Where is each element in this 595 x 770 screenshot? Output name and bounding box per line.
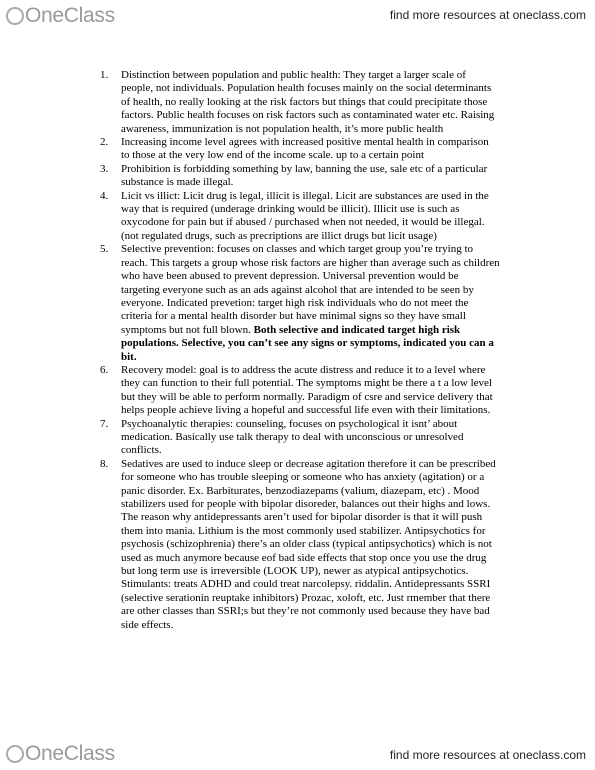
list-item (100, 190, 500, 244)
promo-link-top[interactable]: find more resources at oneclass.com (389, 8, 586, 22)
oneclass-logo-bottom[interactable] (6, 742, 115, 766)
item-text: Sedatives are used to induce sleep or decrease agitation therefore it can be prescribed for someone who has trouble sleeping or someone who has anxiety (agitation) or a panic disorder. Ex. Barbiturates, benzodiazepams (valium, diazepam, etc) . Mood stabilizers used for people with bipolar disoreder, balances out their highs and lows. The reason why antidepressants aren’t used for bipolar disorder is that it will push them into mania. Lithium is the most commonly used stabilizer. Antipsychotics for psychosis (schizophrenia) there’s an older class (typical antipsychotics) which is not used as much anymore because eof bad side effects that stop once you use the drug but long term use is irreversible (LOOK UP), newer as atypical antipsychotics. Stimulants: treats ADHD and could treat narcolepsy. riddalin. Antidepressants SSRI (selective serationin reuptake inhibitors) Prozac, xoloft, etc. Just rmember that there are other classes than SSRI;s but they’re not commonly used because they have bad side effects. (121, 457, 496, 631)
oneclass-logo-icon (6, 7, 24, 25)
item-text: Licit vs illict: Licit drug is legal, illicit is illegal. Licit are substances are used in the way that is required (underage drinking would be illicit). Illicit use is such as oxycodone for pain but if abused / purchased when not needed, it would be illegal. (not regulated drugs, such as precriptions are illict drugs but licit usage) (121, 189, 489, 242)
item-number: 2. (100, 136, 109, 149)
list-item (100, 458, 500, 632)
item-number: 5. (100, 243, 109, 256)
item-text: Selective prevention: focuses on classes and which target group you’re trying to reach. This targets a group whose risk factors are higher than average such as children who have been abused to prevent depression. Universal prevention would be targeting everyone such as an ads against alcohol that are intended to be seen by everyone. Indicated prevetion: target high risk individuals who do not meet the criteria for a mental health disorder but have minimal signs so they have small symptoms but not full blown. (121, 243, 500, 336)
item-number: 3. (100, 162, 109, 175)
oneclass-logo-icon (6, 745, 24, 763)
item-text: Recovery model: goal is to address the acute distress and reduce it to a level where they can function to their full potential. The symptoms might be there a t a low level but they will be able to perform normally. Paradigm of csre and service delivery that helps people achieve living a hopeful and successful life even with their limitations. (121, 363, 493, 417)
list-item (100, 163, 500, 190)
promo-link-bottom[interactable]: find more resources at oneclass.com (389, 748, 586, 762)
item-number: 6. (100, 363, 109, 376)
oneclass-logo-top[interactable] (6, 4, 115, 28)
list-item (100, 418, 500, 458)
list-item (100, 243, 500, 364)
item-number: 1. (100, 69, 109, 81)
item-text: Distinction between population and public health: They target a larger scale of people, not individuals. Population health focuses mainly on the social determinants of health, no really looking at the risk factors but things that could precipitate those factors. Public health focuses on risk factors such as contaminated water etc. Raising awareness, immunization is not population health, it’s more public health (121, 69, 495, 135)
item-text: Prohibition is forbidding something by law, banning the use, sale etc of a particular substance is made illegal. (121, 162, 488, 189)
list-item (100, 136, 500, 163)
brand-name: OneClass (25, 742, 115, 765)
item-text: Increasing income level agrees with increased positive mental health in comparison to those at the very low end of the income scale. up to a certain point (121, 136, 489, 162)
item-number: 4. (100, 189, 109, 202)
item-bold-text: Both selective and indicated target high risk populations. Selective, you can’t see any signs or symptoms, indicated you can a bit. (121, 323, 494, 363)
notes-list (100, 69, 500, 632)
item-number: 7. (100, 417, 109, 430)
list-item (100, 364, 500, 418)
item-number: 8. (100, 457, 109, 470)
list-item (100, 69, 500, 136)
document-body (100, 69, 500, 632)
item-text: Psychoanalytic therapies: counseling, focuses on psychological it isnt’ about medication. Basically use talk therapy to deal with unconscious or unresolved conflicts. (121, 417, 464, 457)
brand-name: OneClass (25, 4, 115, 27)
